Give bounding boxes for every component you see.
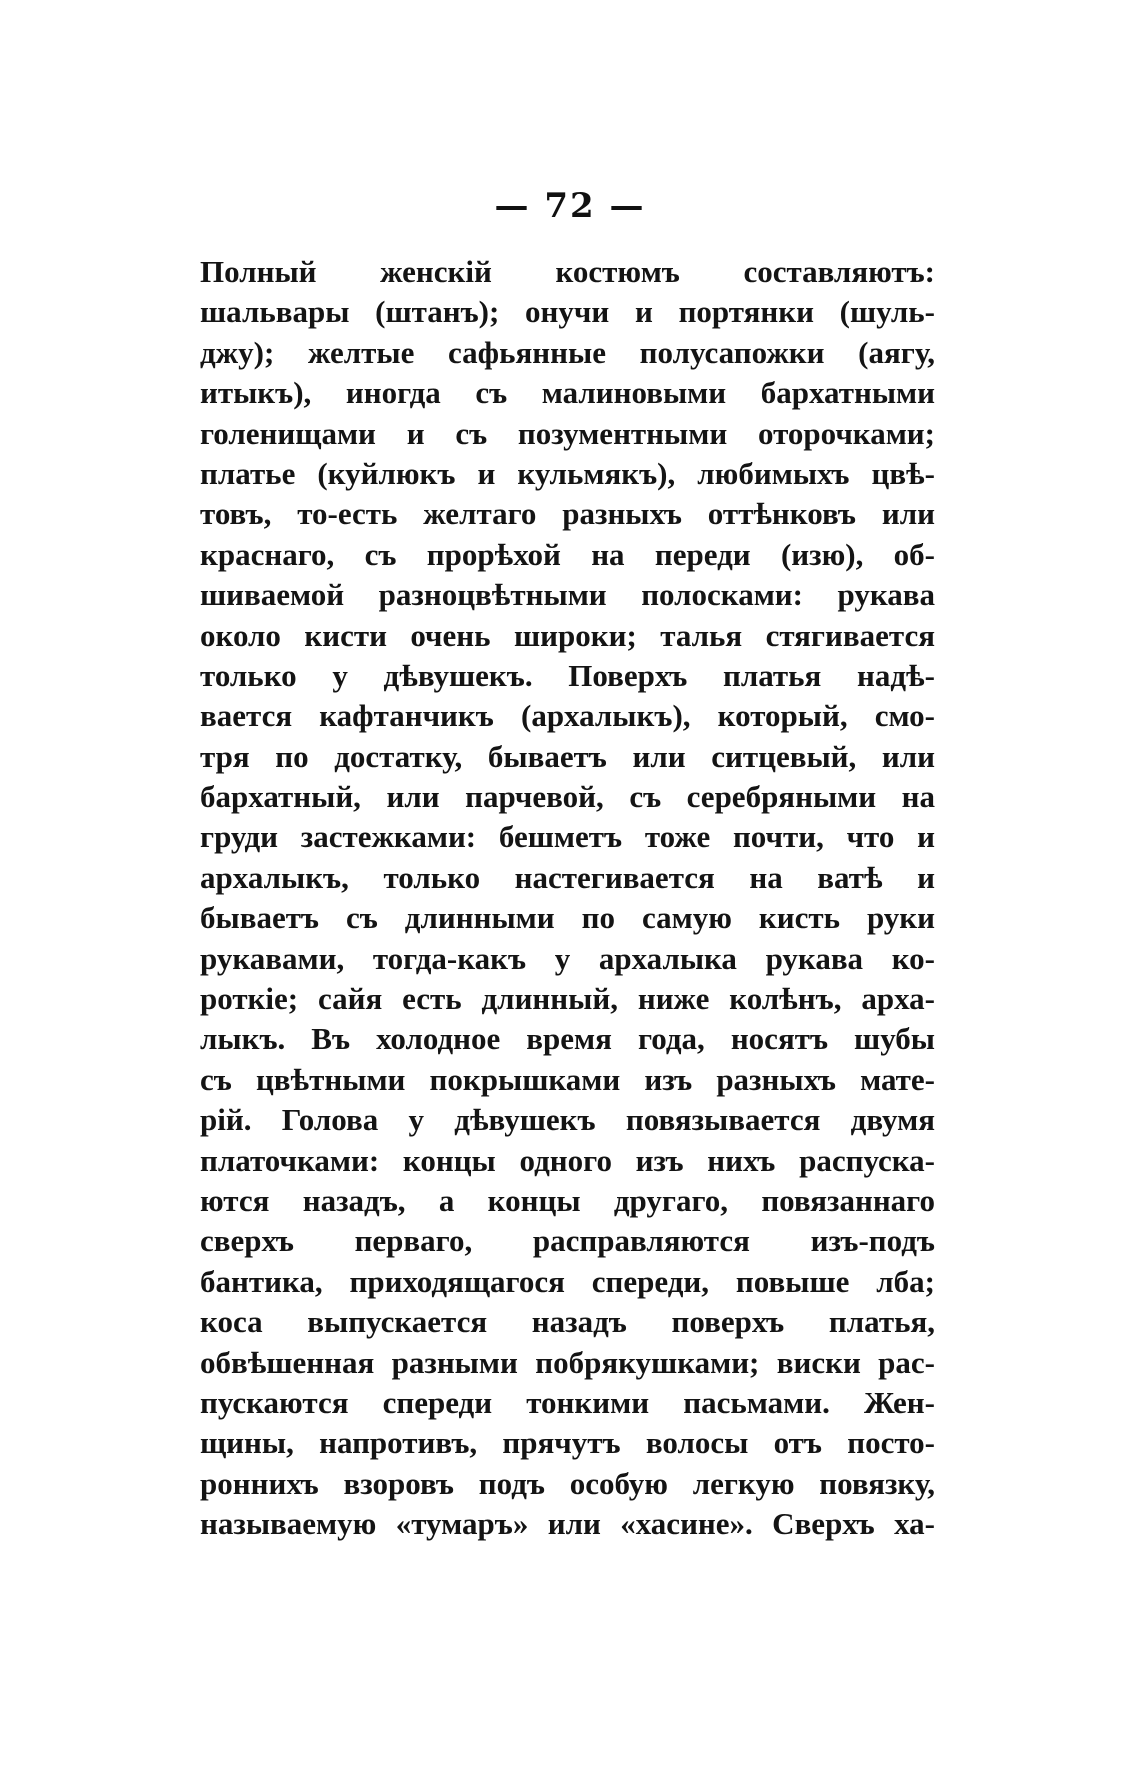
text-line: роткіе; сайя есть длинный, ниже колѣнъ, арха- [200,981,935,1017]
text-line: краснаго, съ прорѣхой на переди (изю), об- [200,536,935,572]
text-line: тря по достатку, бываетъ или ситцевый, или [200,738,935,774]
text-line: ются назадъ, а концы другаго, повязаннаго [200,1182,935,1218]
text-line: бантика, приходящагося спереди, повыше лба; [200,1263,935,1299]
text-line: пускаются спереди тонкими пасьмами. Жен- [200,1384,935,1420]
text-line: обвѣшенная разными побрякушками; виски рас- [200,1344,935,1380]
text-line: лыкъ. Въ холодное время года, носятъ шубы [200,1021,935,1057]
text-line: платочками: концы одного изъ нихъ распуска- [200,1142,935,1178]
text-line: голенищами и съ позументными оторочками; [200,415,935,451]
text-line: джу); желтые сафьянные полусапожки (аягу, [200,334,935,370]
text-line: шальвары (штанъ); онучи и портянки (шуль- [200,294,935,330]
text-line: Полный женскій костюмъ составляютъ: [200,254,935,289]
text-line: архалыкъ, только настегивается на ватѣ и [200,859,935,895]
text-line: вается кафтанчикъ (архалыкъ), который, смо- [200,698,935,734]
text-line: рій. Голова у дѣвушекъ повязывается двумя [200,1102,935,1138]
text-line: итыкъ), иногда съ малиновыми бархатными [200,375,935,411]
text-line: бываетъ съ длинными по самую кисть руки [200,900,935,936]
text-line: только у дѣвушекъ. Поверхъ платья надѣ- [200,657,935,693]
text-line: роннихъ взоровъ подъ особую легкую повязку, [200,1465,935,1501]
text-line: шиваемой разноцвѣтными полосками: рукава [200,577,935,613]
text-line: около кисти очень широки; талья стягивается [200,617,935,653]
text-line: называемую «тумаръ» или «хасине». Сверхъ ха- [200,1506,935,1542]
text-line: съ цвѣтными покрышками изъ разныхъ мате- [200,1061,935,1097]
text-line: коса выпускается назадъ поверхъ платья, [200,1304,935,1340]
text-line: платье (куйлюкъ и кульмякъ), любимыхъ цвѣ- [200,455,935,491]
text-line: сверхъ перваго, расправляются изъ-подъ [200,1223,935,1259]
text-line: бархатный, или парчевой, съ серебряными на [200,779,935,815]
body-text [200,252,935,1545]
text-line: рукавами, тогда-какъ у архалыка рукава ко- [200,940,935,976]
text-line: груди застежками: бешметъ тоже почти, что и [200,819,935,855]
page-number: — 72 — [494,186,646,226]
text-line: товъ, то-есть желтаго разныхъ оттѣнковъ или [200,496,935,532]
text-line: щины, напротивъ, прячутъ волосы отъ посто- [200,1425,935,1461]
